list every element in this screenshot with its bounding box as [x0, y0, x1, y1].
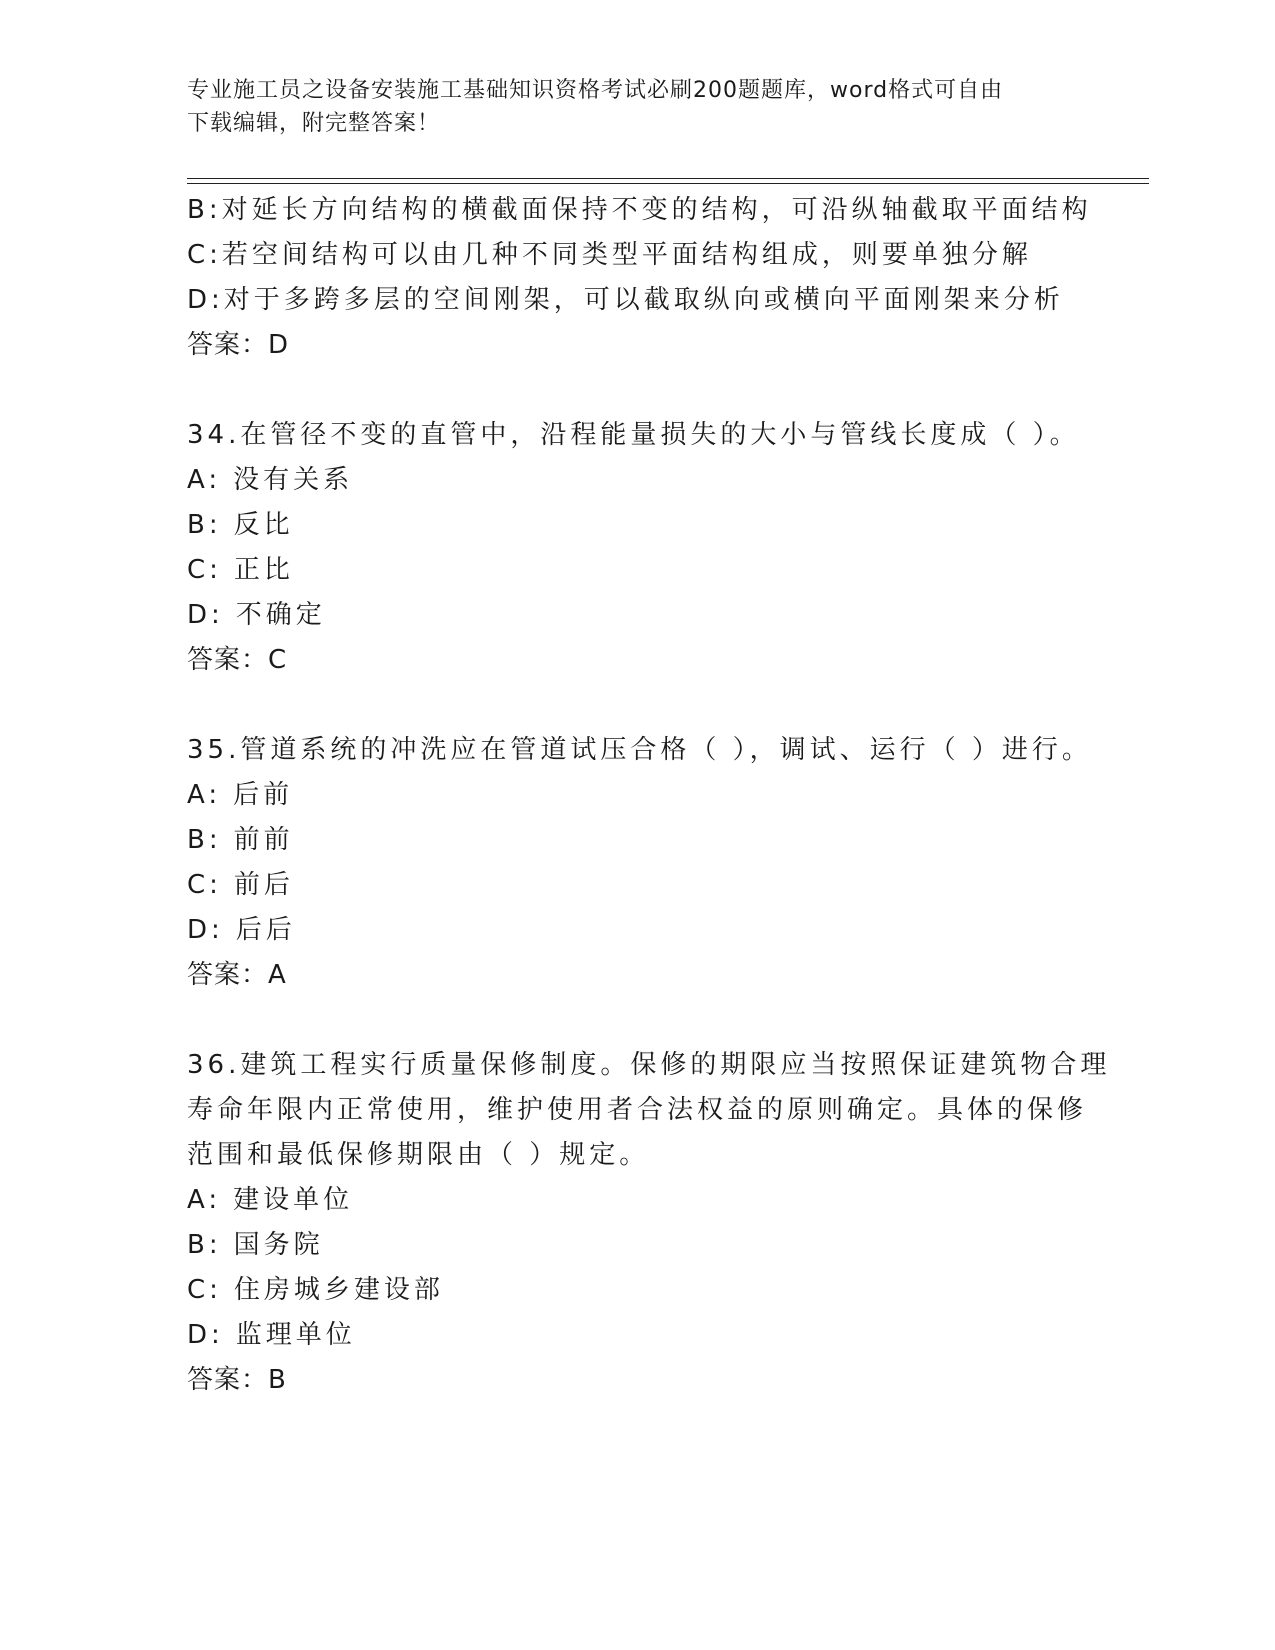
answer: 答案：A: [187, 960, 287, 990]
option-b: B:对延长方向结构的横截面保持不变的结构，可沿纵轴截取平面结构: [187, 195, 1092, 225]
option-b: B: 前前: [187, 825, 294, 855]
option-d: D: 不确定: [187, 600, 326, 630]
header-line-2: 下载编辑，附完整答案！: [187, 111, 441, 136]
option-a: A: 建设单位: [187, 1185, 354, 1215]
question-stem-line-2: 寿命年限内正常使用，维护使用者合法权益的原则确定。具体的保修: [187, 1095, 1088, 1125]
option-a: A: 后前: [187, 780, 294, 810]
question-stem-line-1: 36.建筑工程实行质量保修制度。保修的期限应当按照保证建筑物合理: [187, 1050, 1111, 1080]
answer: 答案：B: [187, 1365, 287, 1395]
option-d: D: 监理单位: [187, 1320, 356, 1350]
document-header: [187, 74, 1067, 140]
question-stem-line-3: 范围和最低保修期限由（ ）规定。: [187, 1140, 650, 1170]
header-rule-top: [187, 178, 1149, 179]
option-d: D: 后后: [187, 915, 296, 945]
answer: 答案：D: [187, 330, 290, 360]
option-c: C: 前后: [187, 870, 294, 900]
answer: 答案：C: [187, 645, 288, 675]
option-c: C: 住房城乡建设部: [187, 1275, 444, 1305]
option-d: D:对于多跨多层的空间刚架，可以截取纵向或横向平面刚架来分析: [187, 285, 1064, 315]
question-stem: 34.在管径不变的直管中，沿程能量损失的大小与管线长度成（ ）。: [187, 420, 1080, 450]
option-a: A: 没有关系: [187, 465, 354, 495]
question-stem: 35.管道系统的冲洗应在管道试压合格（ ），调试、运行（ ）进行。: [187, 735, 1092, 765]
header-line-1: 专业施工员之设备安装施工基础知识资格考试必刷200题题库，word格式可自由: [187, 78, 1004, 103]
option-b: B: 反比: [187, 510, 294, 540]
option-c: C: 正比: [187, 555, 294, 585]
option-c: C:若空间结构可以由几种不同类型平面结构组成，则要单独分解: [187, 240, 1032, 270]
header-rule-bottom: [187, 183, 1149, 184]
option-b: B: 国务院: [187, 1230, 324, 1260]
